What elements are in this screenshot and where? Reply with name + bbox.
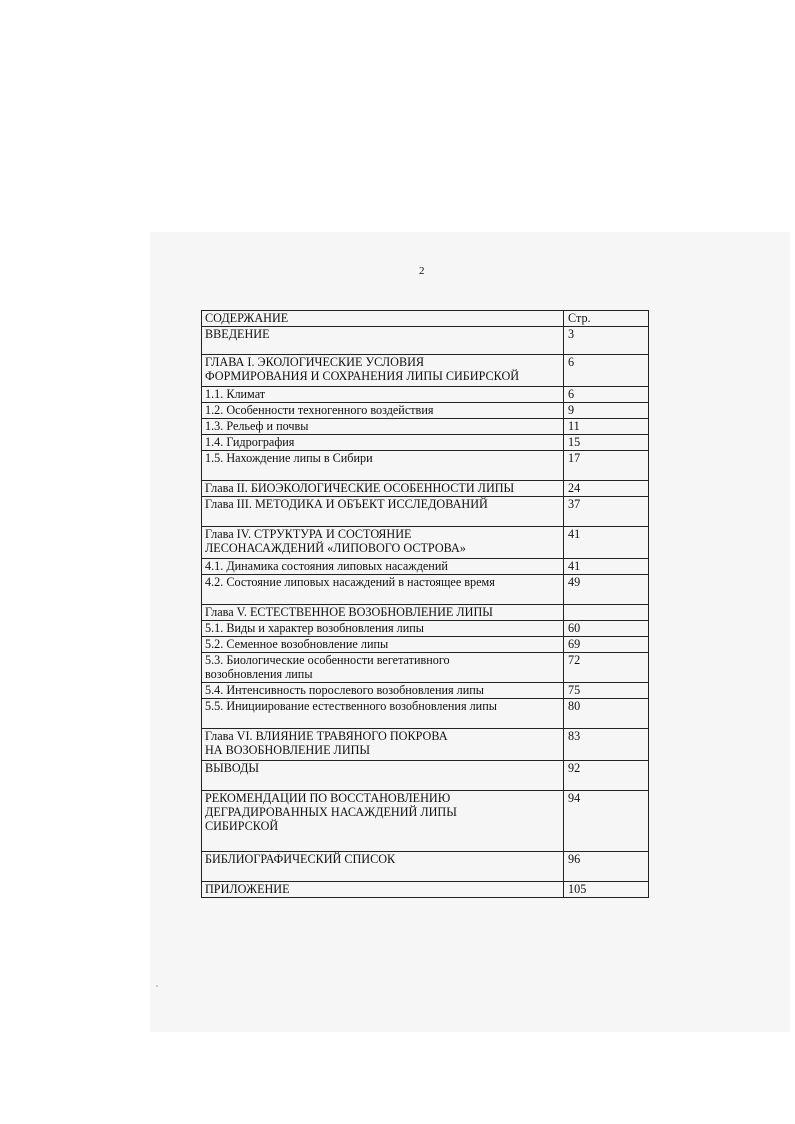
- toc-row-title: 4.1. Динамика состояния липовых насаждений: [202, 559, 564, 575]
- toc-row: [202, 387, 649, 403]
- toc-row-page: 94: [564, 791, 649, 852]
- toc-row-title: РЕКОМЕНДАЦИИ ПО ВОССТАНОВЛЕНИЮ ДЕГРАДИРОВАННЫХ НАСАЖДЕНИЙ ЛИПЫ СИБИРСКОЙ: [202, 791, 564, 852]
- toc-row-page: 49: [564, 575, 649, 605]
- toc-row: [202, 575, 649, 605]
- toc-row-page: 3: [564, 327, 649, 355]
- toc-row: [202, 653, 649, 683]
- toc-row: [202, 327, 649, 355]
- toc-row-title: БИБЛИОГРАФИЧЕСКИЙ СПИСОК: [202, 852, 564, 882]
- toc-row: [202, 729, 649, 761]
- toc-row: [202, 527, 649, 559]
- toc-row-page: 83: [564, 729, 649, 761]
- toc-row: [202, 605, 649, 621]
- toc-row: [202, 403, 649, 419]
- toc-row-title: Глава II. БИОЭКОЛОГИЧЕСКИЕ ОСОБЕННОСТИ ЛИПЫ: [202, 481, 564, 497]
- toc-row-page: 24: [564, 481, 649, 497]
- toc-row-page: 75: [564, 683, 649, 699]
- toc-row-title: 1.5. Нахождение липы в Сибири: [202, 451, 564, 481]
- toc-row-title: ПРИЛОЖЕНИЕ: [202, 882, 564, 898]
- toc-row-page: [564, 605, 649, 621]
- toc-row-page: 72: [564, 653, 649, 683]
- toc-row-title: 1.4. Гидрография: [202, 435, 564, 451]
- toc-row-title: ГЛАВА I. ЭКОЛОГИЧЕСКИЕ УСЛОВИЯ ФОРМИРОВАНИЯ И СОХРАНЕНИЯ ЛИПЫ СИБИРСКОЙ: [202, 355, 564, 387]
- toc-row: [202, 481, 649, 497]
- toc-row-page: 96: [564, 852, 649, 882]
- toc-row-page: 6: [564, 387, 649, 403]
- toc-row-page: 6: [564, 355, 649, 387]
- toc-row-title: ВЫВОДЫ: [202, 761, 564, 791]
- toc-row: [202, 637, 649, 653]
- toc-row-title: 1.3. Рельеф и почвы: [202, 419, 564, 435]
- toc-row-title: 5.4. Интенсивность порослевого возобновления липы: [202, 683, 564, 699]
- toc-row-title: 5.5. Инициирование естественного возобновления липы: [202, 699, 564, 729]
- toc-row-page: 92: [564, 761, 649, 791]
- toc-row-title: Глава V. ЕСТЕСТВЕННОЕ ВОЗОБНОВЛЕНИЕ ЛИПЫ: [202, 605, 564, 621]
- toc-row: [202, 559, 649, 575]
- toc-header-row: [202, 311, 649, 327]
- toc-row: [202, 451, 649, 481]
- toc-row-page: 69: [564, 637, 649, 653]
- toc-row-page: 9: [564, 403, 649, 419]
- toc-row-page: 15: [564, 435, 649, 451]
- toc-row-page: 80: [564, 699, 649, 729]
- toc-row: [202, 497, 649, 527]
- table-of-contents: [201, 310, 649, 898]
- toc-row: [202, 882, 649, 898]
- toc-row-title: 4.2. Состояние липовых насаждений в настоящее время: [202, 575, 564, 605]
- toc-row: [202, 683, 649, 699]
- toc-row: [202, 621, 649, 637]
- toc-row: [202, 355, 649, 387]
- toc-row: [202, 419, 649, 435]
- toc-row-title: 5.2. Семенное возобновление липы: [202, 637, 564, 653]
- toc-row-title: Глава VI. ВЛИЯНИЕ ТРАВЯНОГО ПОКРОВА НА ВОЗОБНОВЛЕНИЕ ЛИПЫ: [202, 729, 564, 761]
- toc-row-page: 11: [564, 419, 649, 435]
- toc-header-page: Стр.: [564, 311, 649, 327]
- toc-row-title: 5.1. Виды и характер возобновления липы: [202, 621, 564, 637]
- toc-row-page: 41: [564, 559, 649, 575]
- toc-row: [202, 699, 649, 729]
- toc-row-title: 1.1. Климат: [202, 387, 564, 403]
- toc-row: [202, 852, 649, 882]
- toc-row-title: Глава IV. СТРУКТУРА И СОСТОЯНИЕ ЛЕСОНАСАЖДЕНИЙ «ЛИПОВОГО ОСТРОВА»: [202, 527, 564, 559]
- toc-row: [202, 791, 649, 852]
- toc-row-title: ВВЕДЕНИЕ: [202, 327, 564, 355]
- toc-row-page: 41: [564, 527, 649, 559]
- toc-row-page: 60: [564, 621, 649, 637]
- scan-speck: [156, 985, 158, 987]
- toc-row-title: 1.2. Особенности техногенного воздействия: [202, 403, 564, 419]
- toc-row: [202, 435, 649, 451]
- toc-row-page: 17: [564, 451, 649, 481]
- toc-row-title: 5.3. Биологические особенности вегетативного возобновления липы: [202, 653, 564, 683]
- toc-row-page: 37: [564, 497, 649, 527]
- toc-row: [202, 761, 649, 791]
- toc-row-title: Глава III. МЕТОДИКА И ОБЪЕКТ ИССЛЕДОВАНИЙ: [202, 497, 564, 527]
- toc-row-page: 105: [564, 882, 649, 898]
- page-number: 2: [419, 265, 425, 277]
- toc-header-title: СОДЕРЖАНИЕ: [202, 311, 564, 327]
